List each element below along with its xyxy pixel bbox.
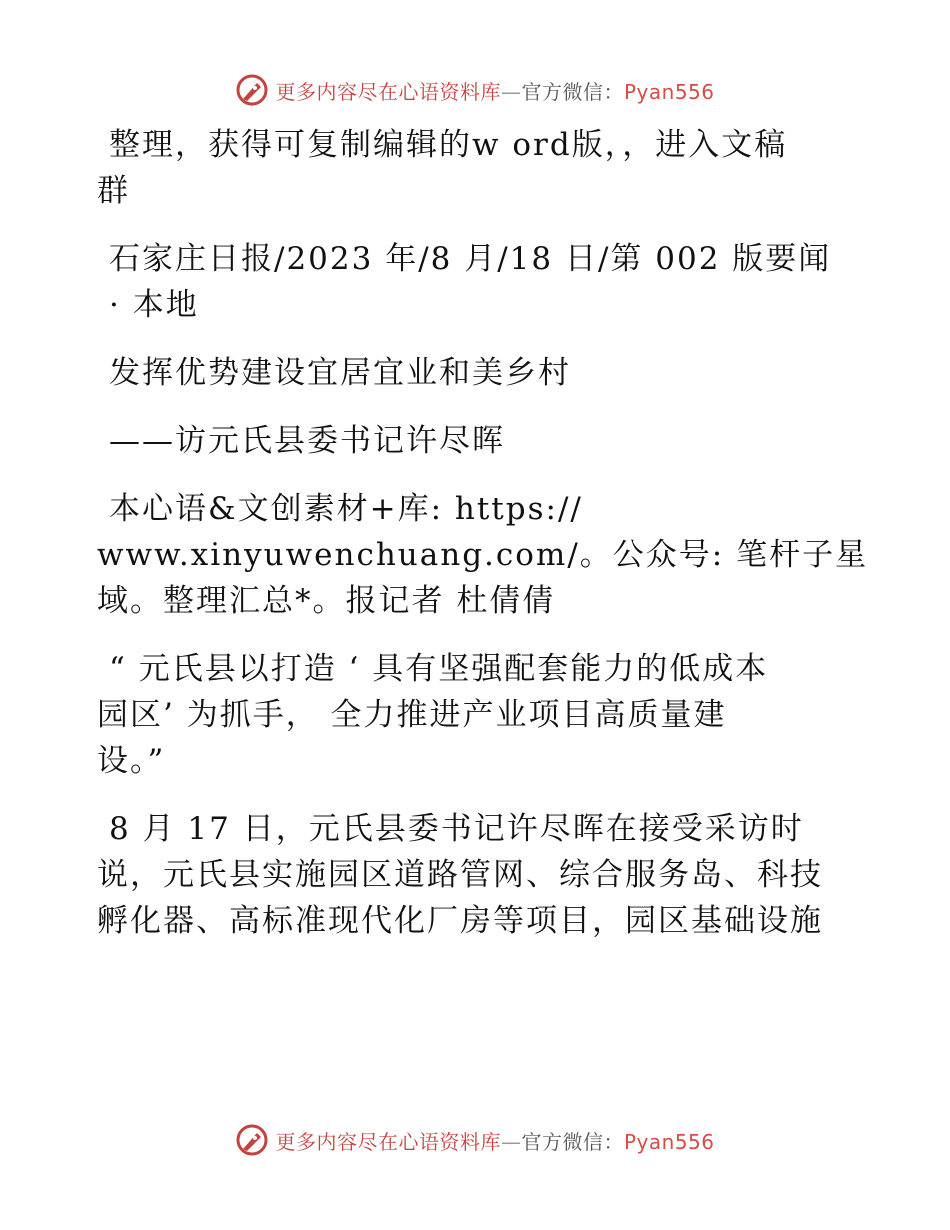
watermark-handle: Pyan556 [623,1129,715,1154]
text-line: 整理，获得可复制编辑的w ord版，，进入文稿 [109,127,788,163]
watermark-handle: Pyan556 [623,79,715,104]
header-watermark-banner [0,70,950,110]
text-line: ——访元氏县委书记许尽晖 [109,423,505,459]
text-line: 8 月 17 日，元氏县委书记许尽晖在接受采访时 [109,811,804,847]
text-line: 园区’ 为抓手， 全力推进产业项目高质量建 [97,697,727,733]
text-line: 孵化器、高标准现代化厂房等项目，园区基础设施 [97,903,823,939]
text-line: 发挥优势建设宜居宜业和美乡村 [109,355,571,391]
text-line: www.xinyuwenchuang.com/。公众号: 笔杆子星 [97,537,869,573]
text-line: 本心语&文创素材+库: https:// [109,491,583,527]
paragraph-source-line [97,236,857,328]
footer-watermark-banner [0,1120,950,1160]
watermark-text [275,1126,714,1155]
text-line: 石家庄日报/2023 年/8 月/18 日/第 002 版要闻 [109,241,832,277]
watermark-dash: — [500,79,522,104]
text-line: 群 [97,173,130,209]
paragraph-reporter [97,486,869,624]
paragraph-intro-note [97,122,857,214]
watermark-dash: — [500,1129,522,1154]
pen-nib-circle-icon [235,1123,269,1157]
text-line: · 本地 [109,287,199,323]
text-line: 说，元氏县实施园区道路管网、综合服务岛、科技 [97,857,823,893]
article-title [97,350,857,396]
watermark-wechat-label: 官方微信： [521,1129,624,1154]
paragraph-quote [97,646,857,784]
text-line: “ 元氏县以打造 ‘ 具有坚强配套能力的低成本 [109,651,769,687]
text-line: 设。” [97,743,166,779]
watermark-main-text: 更多内容尽在心语资料库 [275,1129,501,1154]
paragraph-body [97,806,857,944]
article-subtitle [97,418,857,464]
text-line: 域。整理汇总*。报记者 杜倩倩 [97,583,556,619]
watermark-text [275,76,714,105]
pen-nib-circle-icon [235,73,269,107]
watermark-wechat-label: 官方微信： [521,79,624,104]
document-body [97,122,869,944]
watermark-main-text: 更多内容尽在心语资料库 [275,79,501,104]
